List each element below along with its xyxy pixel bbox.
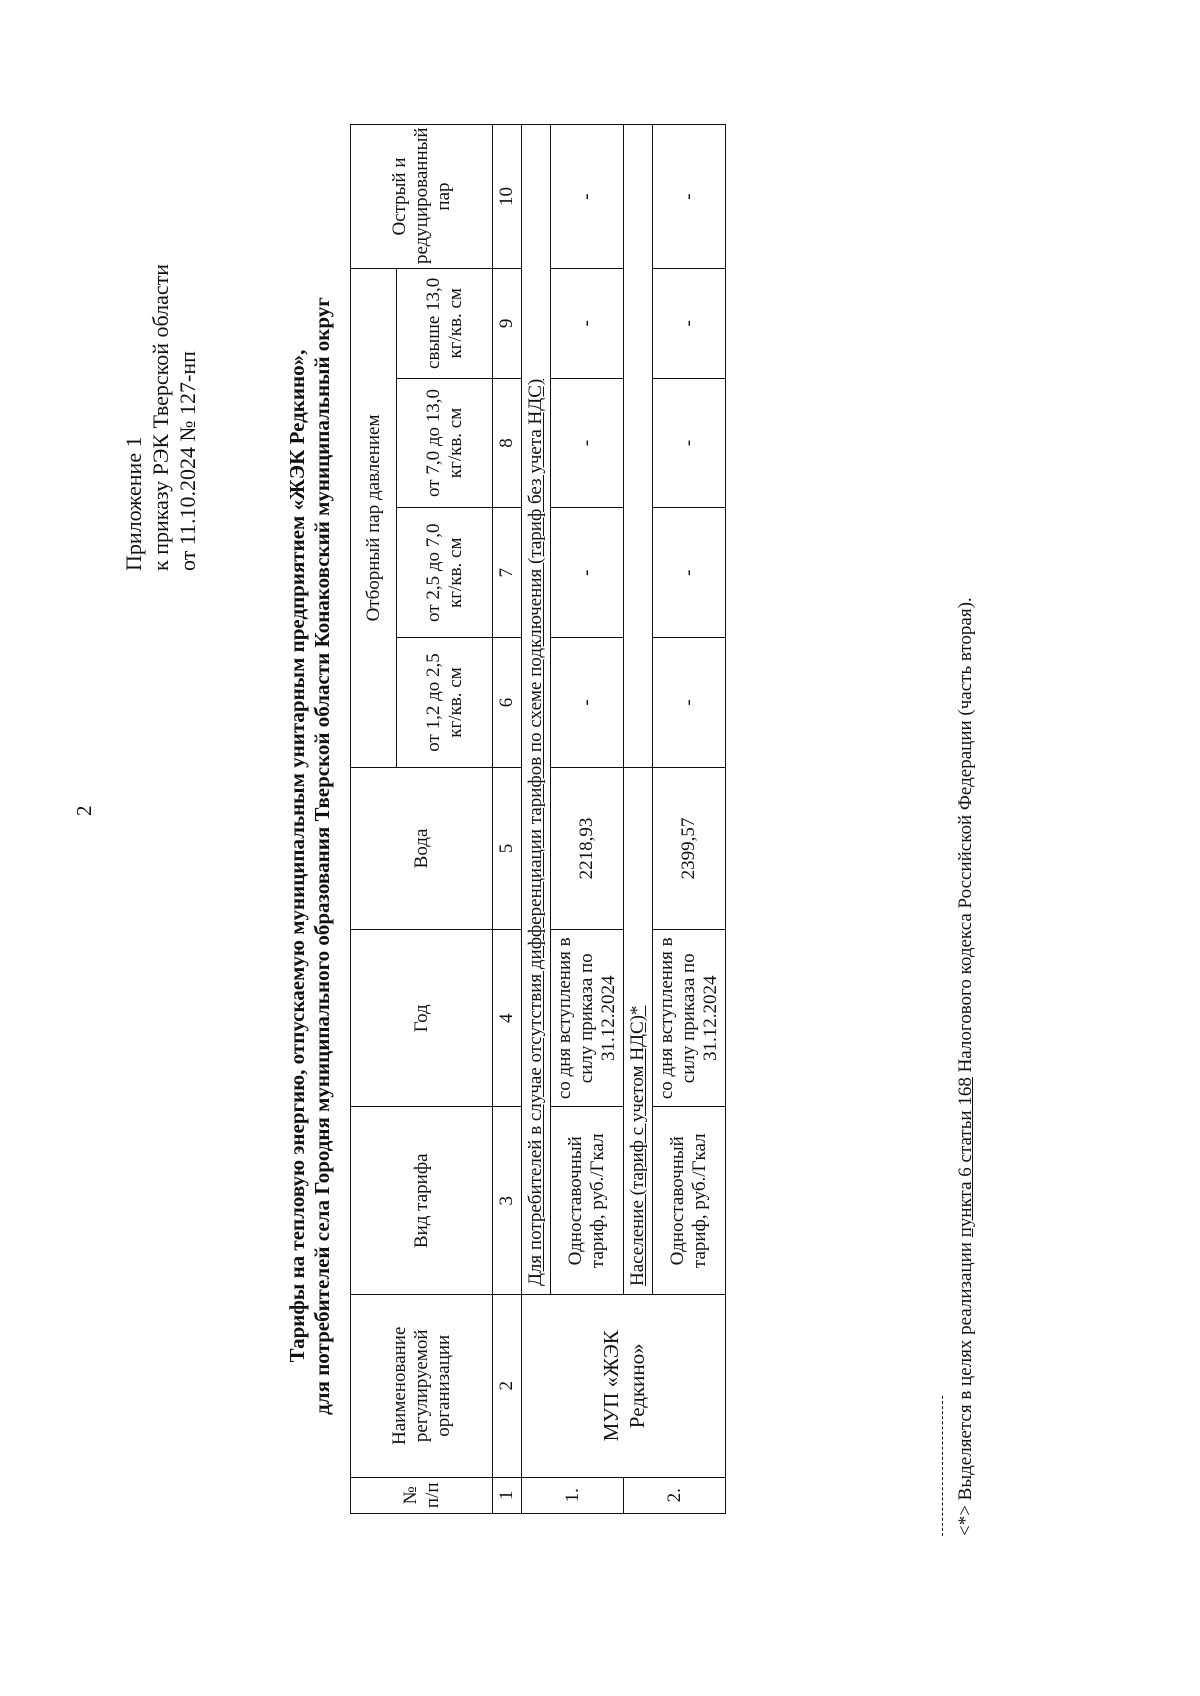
page-number: 2	[72, 805, 96, 816]
title-line-2: для потребителей села Городня муниципального образования Тверской области Конаковский муниципальный округ	[310, 297, 334, 1415]
column-number: 3	[493, 1107, 522, 1295]
header-organization: Наименование регулируемой организации	[351, 1295, 493, 1477]
column-number: 9	[493, 269, 522, 379]
steam-2-value: -	[653, 508, 726, 638]
appendix-block	[120, 264, 201, 571]
tariff-type: Одноставочный тариф, руб./Гкал	[551, 1107, 624, 1295]
header-steam-4: свыше 13,0 кг/кв. см	[397, 269, 493, 379]
document-title	[285, 196, 335, 1516]
footnote-link[interactable]: пункта 6 статьи 168	[955, 1077, 976, 1238]
appendix-line-2: к приказу РЭК Тверской области	[148, 263, 173, 571]
organization-name: МУП «ЖЭК Редкино»	[522, 1295, 726, 1477]
appendix-line-3: от 11.10.2024 № 127-нп	[175, 351, 200, 571]
column-number: 5	[493, 767, 522, 929]
footnote-divider	[942, 1396, 943, 1536]
row-num-2: 2.	[624, 1477, 726, 1513]
steam-1-value: -	[551, 638, 624, 768]
column-number: 1	[493, 1477, 522, 1513]
section-row-1	[522, 125, 551, 1514]
water-tariff: 2218,93	[551, 767, 624, 929]
header-year: Год	[351, 930, 493, 1107]
footnote-prefix: <*> Выделяется в целях реализации	[955, 1237, 976, 1536]
steam-4-value: -	[653, 269, 726, 379]
section-label-no-vat: Для потребителей в случае отсутствия дифференциации тарифов по схеме подключения (тариф без учета НДС)	[522, 125, 551, 1295]
steam-4-value: -	[551, 269, 624, 379]
steam-3-value: -	[653, 378, 726, 508]
tariff-period: со дня вступления в силу приказа по 31.12.2024	[551, 930, 624, 1107]
column-number: 2	[493, 1295, 522, 1477]
column-number: 4	[493, 930, 522, 1107]
header-tariff-type: Вид тарифа	[351, 1107, 493, 1295]
tariff-type: Одноставочный тариф, руб./Гкал	[653, 1107, 726, 1295]
sharp-steam-value: -	[653, 125, 726, 269]
steam-3-value: -	[551, 378, 624, 508]
header-steam-1: от 1,2 до 2,5 кг/кв. см	[397, 638, 493, 768]
water-tariff: 2399,57	[653, 767, 726, 929]
column-number: 8	[493, 378, 522, 508]
section-label-population: Население (тариф с учетом НДС)*	[624, 767, 653, 1294]
appendix-line-1: Приложение 1	[121, 436, 146, 571]
header-steam-3: от 7,0 до 13,0 кг/кв. см	[397, 378, 493, 508]
footnote	[955, 597, 977, 1536]
steam-1-value: -	[653, 638, 726, 768]
header-water: Вода	[351, 767, 493, 929]
row-num-1: 1.	[522, 1477, 624, 1513]
column-number: 7	[493, 508, 522, 638]
footnote-suffix: Налогового кодекса Российской Федерации (часть вторая).	[955, 597, 976, 1078]
column-numbers-row	[493, 125, 522, 1514]
header-sharp-steam: Острый и редуцированный пар	[351, 125, 493, 269]
tariff-period: со дня вступления в силу приказа по 31.12.2024	[653, 930, 726, 1107]
section-filler	[624, 125, 653, 768]
column-number: 6	[493, 638, 522, 768]
title-line-1: Тарифы на тепловую энергию, отпускаемую муниципальным унитарным предприятием «ЖЭК Редкино»,	[285, 349, 309, 1363]
steam-2-value: -	[551, 508, 624, 638]
header-steam-group: Отборный пар давлением	[351, 269, 397, 768]
tariff-table	[350, 124, 726, 1514]
header-steam-2: от 2,5 до 7,0 кг/кв. см	[397, 508, 493, 638]
column-number: 10	[493, 125, 522, 269]
sharp-steam-value: -	[551, 125, 624, 269]
header-num: № п/п	[351, 1477, 493, 1513]
